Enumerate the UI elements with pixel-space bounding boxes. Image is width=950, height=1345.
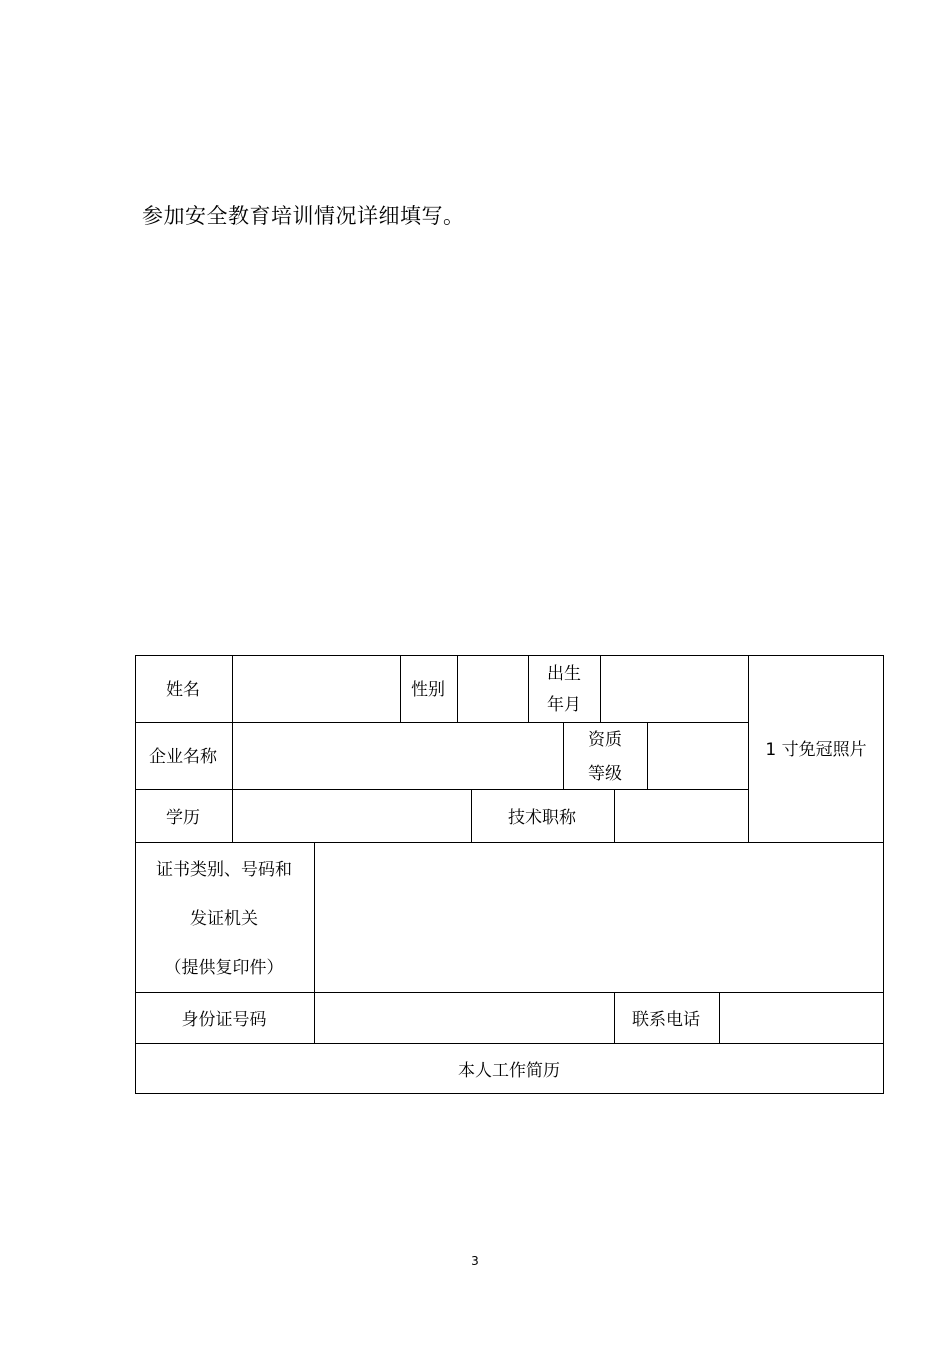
id-number-label: 身份证号码 [181,1010,267,1030]
certificate-label-line2: 发证机关 [190,909,258,929]
qualification-label-line1: 资质 [588,730,622,750]
certificate-label-line3: （提供复印件） [164,958,284,978]
name-field[interactable] [233,656,399,721]
col-line [471,789,472,842]
intro-text: 参加安全教育培训情况详细填写。 [142,204,465,228]
col-line [614,992,615,1043]
company-label: 企业名称 [149,747,217,767]
work-resume-label: 本人工作简历 [458,1061,560,1081]
col-line [528,655,529,722]
page-number: 3 [471,1254,479,1268]
registration-form-table [135,655,884,1094]
education-label: 学历 [166,808,200,828]
technical-title-field[interactable] [615,790,747,841]
birth-date-field[interactable] [601,656,747,721]
technical-title-label: 技术职称 [508,808,576,828]
col-line [563,722,564,789]
row-line [135,1043,884,1044]
birth-label-line1: 出生 [547,664,581,684]
company-field[interactable] [233,723,562,788]
education-field[interactable] [233,790,470,841]
birth-label-line2: 年月 [547,695,581,715]
gender-field[interactable] [458,656,527,721]
certificate-field[interactable] [315,843,883,991]
photo-placeholder-label: 1 寸免冠照片 [765,740,867,760]
photo-area[interactable] [749,656,883,841]
col-line [400,655,401,722]
name-label: 姓名 [166,680,200,700]
qualification-label-line2: 等级 [588,764,622,784]
id-number-field[interactable] [315,993,613,1042]
certificate-label-line1: 证书类别、号码和 [156,860,292,880]
phone-label: 联系电话 [632,1010,700,1030]
gender-label: 性别 [411,680,445,700]
phone-field[interactable] [720,993,883,1042]
qualification-field[interactable] [648,723,747,788]
